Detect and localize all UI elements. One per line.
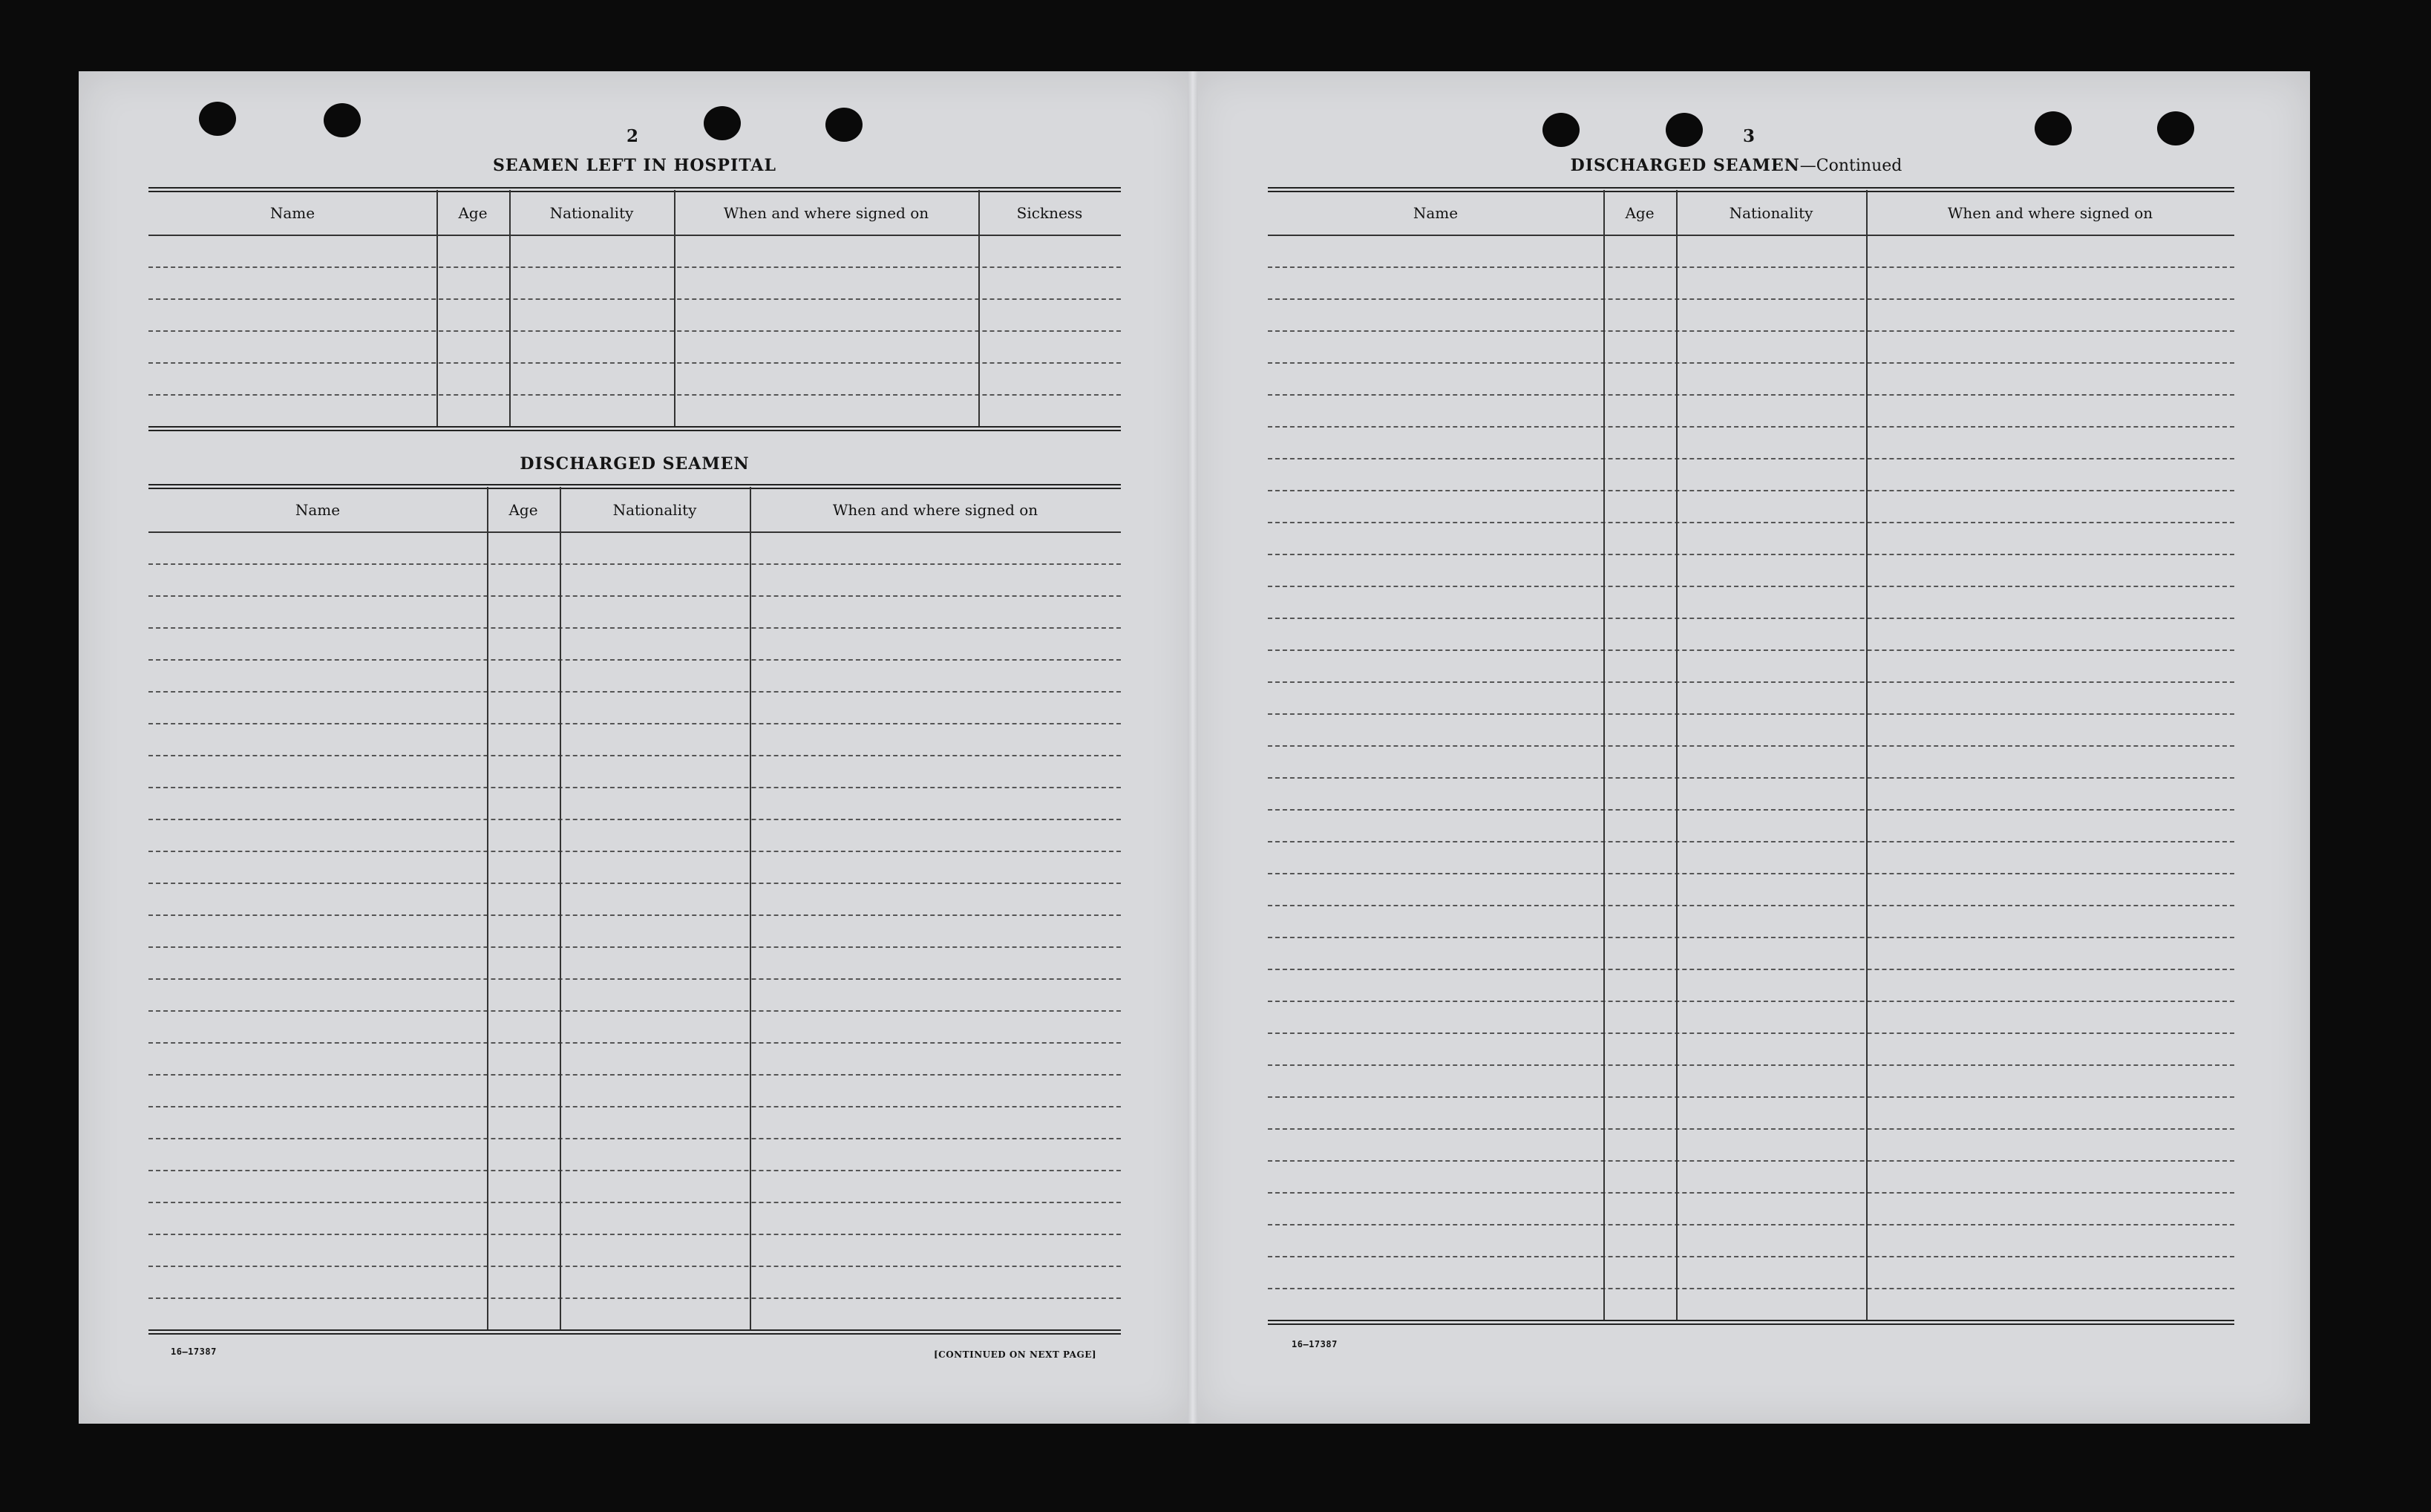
table-row bbox=[1268, 937, 2234, 938]
table-row bbox=[1268, 713, 2234, 715]
table-row bbox=[148, 1202, 1121, 1203]
table-row bbox=[1268, 1192, 2234, 1194]
column-header-age: Age bbox=[1625, 204, 1655, 222]
column-divider bbox=[1676, 190, 1678, 1320]
table-row bbox=[1268, 1224, 2234, 1225]
table-row bbox=[148, 755, 1121, 756]
table-row bbox=[148, 362, 1121, 364]
table-row bbox=[1268, 1032, 2234, 1034]
discharged-continued-title bbox=[1268, 156, 2205, 175]
discharged-section-title: DISCHARGED SEAMEN bbox=[520, 454, 750, 474]
table-row bbox=[148, 883, 1121, 884]
discharged-continued-table bbox=[1268, 187, 2234, 1330]
table-row bbox=[148, 787, 1121, 788]
punch-hole bbox=[2157, 111, 2194, 145]
table-row bbox=[148, 819, 1121, 820]
table-row bbox=[1268, 330, 2234, 332]
column-header-name: Name bbox=[269, 204, 315, 222]
column-header-nationality: Nationality bbox=[612, 501, 697, 519]
table-bottom-rule bbox=[148, 426, 1121, 431]
form-code-right: 16—17387 bbox=[1292, 1339, 1338, 1349]
column-header-age: Age bbox=[508, 501, 538, 519]
column-divider bbox=[978, 190, 980, 426]
page-number-left: 2 bbox=[626, 126, 638, 146]
table-row bbox=[148, 298, 1121, 300]
form-code-left: 16—17387 bbox=[171, 1346, 217, 1357]
page-number-right: 3 bbox=[1742, 126, 1755, 146]
table-row bbox=[1268, 1001, 2234, 1002]
page-fold bbox=[1188, 71, 1198, 1424]
column-divider bbox=[487, 487, 488, 1329]
table-row bbox=[148, 1170, 1121, 1171]
table-row bbox=[148, 330, 1121, 332]
table-row bbox=[148, 659, 1121, 661]
column-header-when-and-where-signed-on: When and where signed on bbox=[723, 204, 929, 222]
table-row bbox=[1268, 905, 2234, 906]
column-header-name: Name bbox=[295, 501, 341, 519]
table-row bbox=[1268, 777, 2234, 779]
table-row bbox=[1268, 1256, 2234, 1257]
column-divider bbox=[509, 190, 511, 426]
table-row bbox=[148, 691, 1121, 693]
table-row bbox=[1268, 426, 2234, 428]
punch-hole bbox=[1542, 113, 1580, 147]
punch-hole bbox=[324, 103, 361, 137]
table-row bbox=[148, 851, 1121, 852]
column-header-nationality: Nationality bbox=[1729, 204, 1813, 222]
column-divider bbox=[750, 487, 751, 1329]
column-divider bbox=[674, 190, 675, 426]
table-row bbox=[148, 723, 1121, 724]
table-row bbox=[1268, 841, 2234, 842]
column-divider bbox=[1603, 190, 1605, 1320]
table-row bbox=[1268, 458, 2234, 459]
table-row bbox=[1268, 745, 2234, 747]
table-row bbox=[1268, 298, 2234, 300]
column-divider bbox=[436, 190, 438, 426]
table-row bbox=[148, 1106, 1121, 1107]
table-row bbox=[148, 595, 1121, 597]
table-row bbox=[148, 978, 1121, 980]
punch-hole bbox=[199, 102, 236, 136]
hospital-section-title: SEAMEN LEFT IN HOSPITAL bbox=[493, 156, 776, 175]
table-row bbox=[1268, 1064, 2234, 1066]
table-row bbox=[148, 1042, 1121, 1044]
table-row bbox=[148, 1297, 1121, 1299]
table-row bbox=[1268, 1288, 2234, 1289]
table-row bbox=[1268, 522, 2234, 523]
header-bottom-rule bbox=[148, 531, 1121, 533]
table-row bbox=[1268, 490, 2234, 491]
header-bottom-rule bbox=[1268, 235, 2234, 236]
table-row bbox=[148, 563, 1121, 565]
continued-note: [CONTINUED ON NEXT PAGE] bbox=[934, 1349, 1097, 1360]
table-row bbox=[1268, 681, 2234, 683]
table-row bbox=[1268, 394, 2234, 396]
table-row bbox=[1268, 969, 2234, 970]
column-header-name: Name bbox=[1413, 204, 1459, 222]
hospital-table bbox=[148, 187, 1121, 432]
table-row bbox=[148, 1234, 1121, 1235]
table-row bbox=[1268, 586, 2234, 587]
column-header-sickness: Sickness bbox=[1016, 204, 1083, 222]
table-row bbox=[148, 1138, 1121, 1139]
table-row bbox=[1268, 362, 2234, 364]
table-row bbox=[148, 266, 1121, 268]
table-row bbox=[148, 1266, 1121, 1267]
column-header-when-and-where-signed-on: When and where signed on bbox=[1947, 204, 2153, 222]
column-header-age: Age bbox=[458, 204, 488, 222]
table-row bbox=[148, 914, 1121, 916]
table-row bbox=[148, 394, 1121, 396]
punch-hole bbox=[1666, 113, 1703, 147]
table-row bbox=[148, 1074, 1121, 1076]
discharged-continued-suffix: —Continued bbox=[1799, 157, 1902, 175]
punch-hole bbox=[2035, 111, 2072, 145]
discharged-continued-title-main: DISCHARGED SEAMEN bbox=[1570, 156, 1800, 175]
table-row bbox=[1268, 554, 2234, 555]
table-row bbox=[1268, 1128, 2234, 1130]
punch-hole bbox=[825, 108, 863, 142]
column-header-nationality: Nationality bbox=[549, 204, 634, 222]
table-row bbox=[148, 1010, 1121, 1012]
table-bottom-rule bbox=[148, 1329, 1121, 1335]
column-divider bbox=[1866, 190, 1868, 1320]
table-row bbox=[1268, 618, 2234, 619]
column-divider bbox=[560, 487, 561, 1329]
table-row bbox=[1268, 266, 2234, 268]
table-row bbox=[148, 627, 1121, 629]
table-bottom-rule bbox=[1268, 1320, 2234, 1325]
discharged-table bbox=[148, 484, 1121, 1339]
table-row bbox=[148, 946, 1121, 948]
punch-hole bbox=[704, 106, 741, 140]
table-row bbox=[1268, 1096, 2234, 1098]
header-bottom-rule bbox=[148, 235, 1121, 236]
table-row bbox=[1268, 873, 2234, 874]
table-row bbox=[1268, 649, 2234, 651]
column-header-when-and-where-signed-on: When and where signed on bbox=[832, 501, 1038, 519]
table-row bbox=[1268, 1160, 2234, 1162]
table-row bbox=[1268, 809, 2234, 811]
